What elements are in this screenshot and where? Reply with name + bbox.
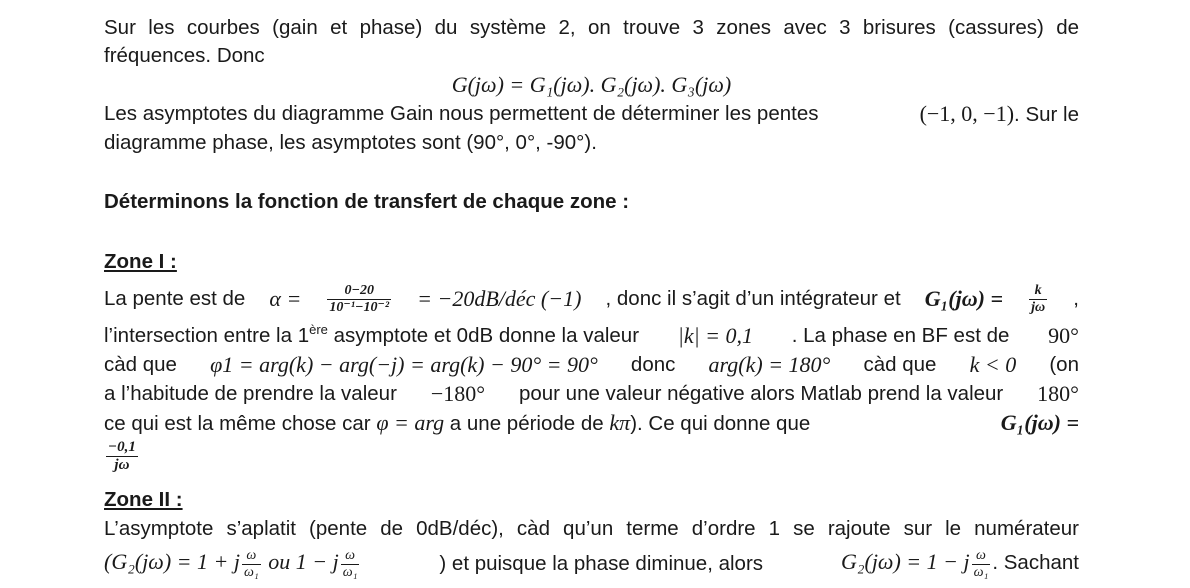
transfer-equation: G(jω) = G₁(jω). G₂(jω). G₃(jω) bbox=[451, 72, 732, 97]
zone-1-line-5 bbox=[104, 409, 1079, 438]
plus-180: 180° bbox=[1037, 381, 1079, 406]
g1-final-den: jω bbox=[114, 457, 130, 473]
slope-fraction-den: 10⁻¹−10⁻² bbox=[329, 299, 390, 315]
zone-1-line-3-text: càd que bbox=[104, 353, 177, 376]
intro-line-4: diagramme phase, les asymptotes sont (90°, 0°, -90°). bbox=[104, 131, 597, 154]
g1-label: G₁(jω) = bbox=[924, 286, 1004, 311]
zone-2-line-1: L’asymptote s’aplatit (pente de 0dB/déc), càd qu’un terme d’ordre 1 se rajoute sur le numérateur bbox=[104, 517, 1079, 540]
zone-2-line-2 bbox=[104, 542, 1079, 586]
zone-1-line-5-text: ce qui est la même chose car bbox=[104, 412, 371, 435]
arg-k-equation: arg(k) = 180° bbox=[708, 352, 831, 377]
zone-1-line-3-text-d: (on bbox=[1049, 353, 1079, 376]
phase-90: 90° bbox=[1048, 323, 1079, 348]
zone-2-line-2-end: . Sachant bbox=[992, 551, 1079, 575]
zone-1-line-2-text-c: . La phase en BF est de bbox=[791, 324, 1010, 347]
zone-1-line-3-text-b: donc bbox=[630, 353, 676, 376]
zone-1-line-5-text-b: a une période de bbox=[449, 412, 604, 435]
omega-fraction-3 bbox=[972, 549, 991, 580]
zone-1-line-2-text-b: asymptote et 0dB donne la valeur bbox=[327, 324, 640, 347]
slope-fraction bbox=[327, 284, 391, 315]
ou-minus: ou 1 − j bbox=[262, 549, 339, 575]
zone-1-comma: , bbox=[1073, 287, 1079, 310]
omega-den-2: ω₁ bbox=[342, 564, 358, 580]
intro-line-3 bbox=[104, 100, 1079, 129]
zone-1-line-5-text-c: ). Ce qui donne que bbox=[630, 412, 811, 435]
zone-2-line-2-text: ) et puisque la phase diminue, alors bbox=[439, 552, 764, 575]
superscript-ere: ère bbox=[309, 322, 328, 338]
phi-equation: φ1 = arg(k) − arg(−j) = arg(k) − 90° = 90° bbox=[210, 352, 598, 377]
zone-1-line-2 bbox=[104, 322, 1079, 350]
k-pi: kπ bbox=[609, 410, 631, 435]
zone-1-line-1 bbox=[104, 279, 1079, 319]
zone-2-title: Zone II : bbox=[104, 488, 183, 511]
zone-1-line-3-text-c: càd que bbox=[863, 353, 937, 376]
alpha-symbol: α = bbox=[269, 286, 302, 311]
zone-1-line-2-text: l’intersection entre la 1 bbox=[104, 324, 310, 347]
g1-final-num: −0,1 bbox=[108, 439, 136, 455]
zone-1-line-3 bbox=[104, 351, 1079, 379]
slope-fraction-num: 0−20 bbox=[327, 284, 391, 300]
g1-fraction bbox=[1029, 284, 1047, 315]
zone-1-line-4-text-b: pour une valeur négative alors Matlab prend la valeur bbox=[518, 382, 1004, 405]
omega-num-2: ω bbox=[341, 549, 360, 565]
omega-num-1: ω bbox=[242, 549, 261, 565]
slopes-math: (−1, 0, −1) bbox=[919, 101, 1015, 126]
g1-final-label: G₁(jω) = bbox=[1000, 410, 1079, 435]
intro-line-3-text: Les asymptotes du diagramme Gain nous permettent de déterminer les pentes bbox=[104, 102, 819, 125]
g1-final-fraction bbox=[104, 440, 140, 473]
zone-1-line-1-text: La pente est de bbox=[104, 287, 246, 310]
phi-arg: φ = arg bbox=[376, 410, 445, 435]
k-negative: k < 0 bbox=[969, 352, 1017, 377]
g1-fraction-num: k bbox=[1029, 284, 1047, 300]
g2-minus: G₂(jω) = 1 − j bbox=[840, 549, 970, 575]
omega-num-3: ω bbox=[972, 549, 991, 565]
omega-den-3: ω₁ bbox=[973, 564, 989, 580]
k-value: |k| = 0,1 bbox=[677, 323, 753, 348]
g2-plus: (G₂(jω) = 1 + j bbox=[104, 549, 240, 575]
g1-fraction-den: jω bbox=[1031, 299, 1046, 315]
zone-1-title: Zone I : bbox=[104, 250, 177, 273]
slope-result: = −20dB/déc (−1) bbox=[417, 286, 582, 311]
intro-line-2: fréquences. Donc bbox=[104, 44, 265, 67]
zone-1-line-4-text: a l’habitude de prendre la valeur bbox=[104, 382, 397, 405]
intro-line-1: Sur les courbes (gain et phase) du système 2, on trouve 3 zones avec 3 brisures (cassures) de bbox=[104, 16, 1079, 39]
omega-fraction-1 bbox=[242, 549, 261, 580]
zone-1-line-4 bbox=[104, 380, 1079, 408]
omega-den-1: ω₁ bbox=[243, 564, 259, 580]
zone-1-line-1-mid: , donc il s’agit d’un intégrateur et bbox=[605, 287, 901, 310]
omega-fraction-2 bbox=[341, 549, 360, 580]
minus-180: −180° bbox=[430, 381, 486, 406]
section-heading: Déterminons la fonction de transfert de chaque zone : bbox=[104, 190, 630, 213]
intro-line-3-end: . Sur le bbox=[1014, 103, 1079, 126]
